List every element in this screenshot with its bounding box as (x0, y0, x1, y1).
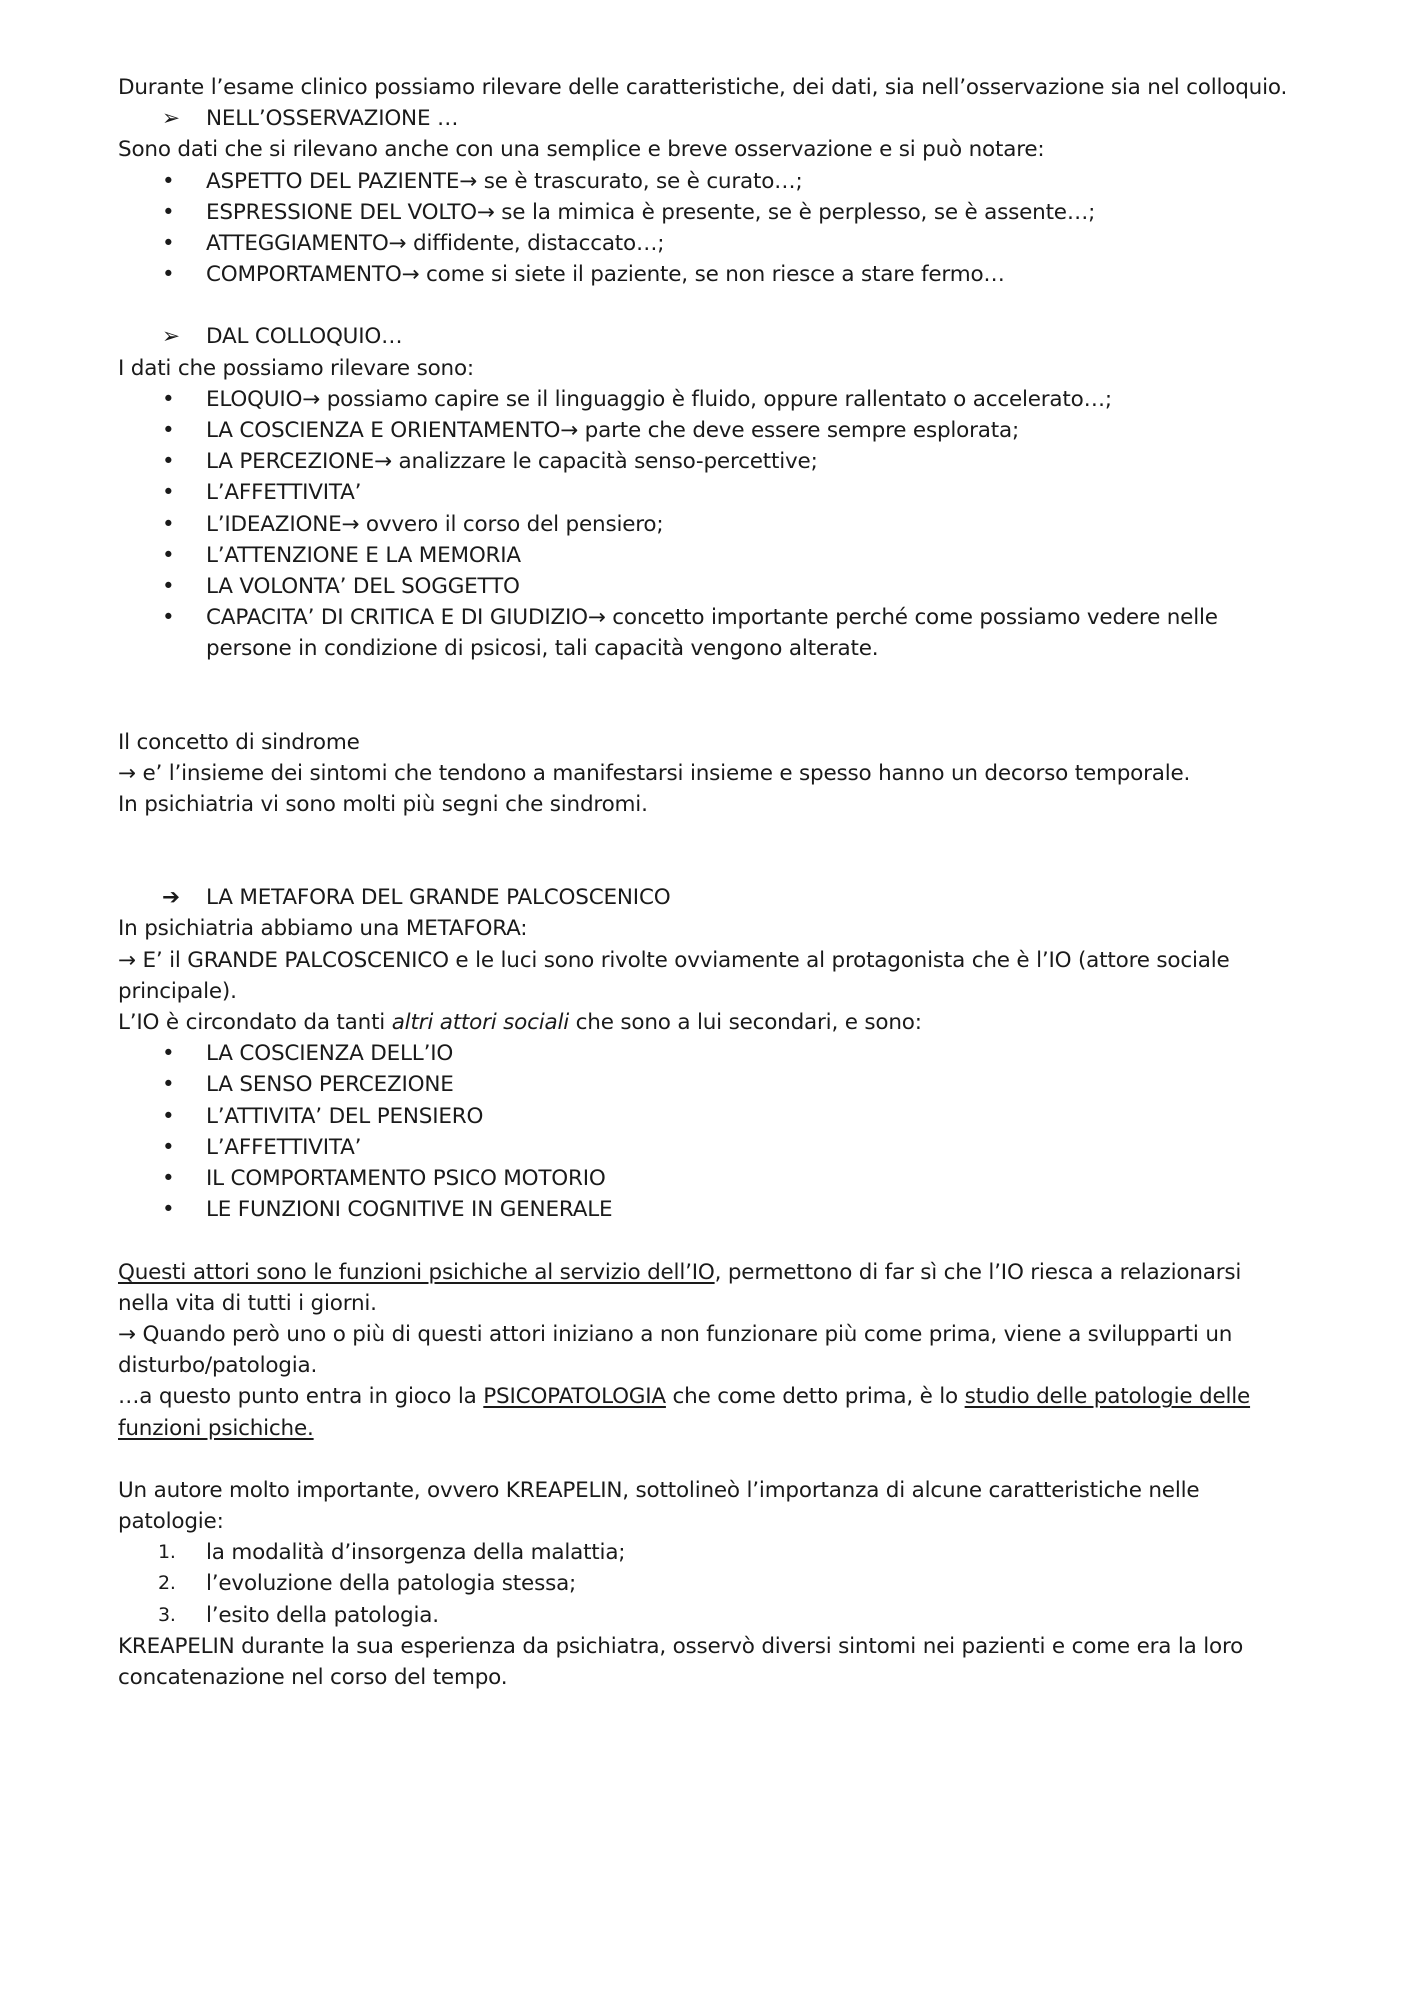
list-item-text: LA COSCIENZA E ORIENTAMENTO→ parte che deve essere sempre esplorata; (206, 418, 1019, 444)
spacer (118, 820, 1298, 882)
list-item (118, 1038, 1298, 1069)
list-item-text: LA COSCIENZA DELL’IO (206, 1041, 454, 1067)
spacer (118, 1444, 1298, 1475)
bullet-icon: • (162, 199, 175, 225)
list-item (118, 1194, 1298, 1225)
osservazione-heading-text: NELL’OSSERVAZIONE … (206, 106, 459, 132)
list-item (118, 197, 1298, 228)
list-item-text: L’AFFETTIVITA’ (206, 1134, 362, 1160)
list-item-text: L’IDEAZIONE→ ovvero il corso del pensiero; (206, 511, 664, 537)
metafora-heading (118, 882, 1298, 913)
list-item (118, 384, 1298, 415)
spacer (118, 665, 1298, 727)
spacer (118, 290, 1298, 321)
list-item-text: L’AFFETTIVITA’ (206, 480, 362, 506)
colloquio-heading-text: DAL COLLOQUIO… (206, 324, 403, 350)
list-number: 2. (158, 1572, 176, 1595)
colloquio-list (118, 384, 1298, 665)
list-item (118, 446, 1298, 477)
list-number: 3. (158, 1603, 176, 1626)
kraepelin-list (118, 1537, 1298, 1631)
metafora-line: → E’ il GRANDE PALCOSCENICO e le luci sono rivolte ovviamente al protagonista che è l’IO (attore sociale principale). (118, 947, 1230, 1004)
bullet-icon: • (162, 542, 175, 568)
arrowhead-bullet-icon: ➢ (162, 324, 180, 350)
bullet-icon: • (162, 1041, 175, 1067)
list-number: 1. (158, 1541, 176, 1564)
list-item-text: la modalità d’insorgenza della malattia; (206, 1540, 626, 1566)
colloquio-lead: I dati che possiamo rilevare sono: (118, 355, 474, 381)
bullet-icon: • (162, 1166, 175, 1192)
underlined-text: Questi attori sono le funzioni psichiche al servizio dell’IO (118, 1259, 715, 1285)
list-item (118, 540, 1298, 571)
list-item-text: LE FUNZIONI COGNITIVE IN GENERALE (206, 1197, 613, 1223)
list-item-text: L’ATTENZIONE E LA MEMORIA (206, 542, 521, 568)
list-item-text: LA SENSO PERCEZIONE (206, 1072, 454, 1098)
osservazione-list (118, 166, 1298, 291)
list-item (118, 509, 1298, 540)
list-item (118, 166, 1298, 197)
bullet-icon: • (162, 1072, 175, 1098)
attori-line: …a questo punto entra in gioco la PSICOPATOLOGIA che come detto prima, è lo studio delle patologie delle funzioni psichiche. (118, 1384, 1251, 1441)
list-item-text: IL COMPORTAMENTO PSICO MOTORIO (206, 1166, 606, 1192)
bullet-icon: • (162, 386, 175, 412)
colloquio-heading (118, 321, 1298, 352)
list-item-text: ELOQUIO→ possiamo capire se il linguaggio è fluido, oppure rallentato o accelerato…; (206, 386, 1112, 412)
underlined-text: PSICOPATOLOGIA (483, 1384, 666, 1410)
bullet-icon: • (162, 1134, 175, 1160)
list-item-text: L’ATTIVITA’ DEL PENSIERO (206, 1103, 484, 1129)
kraepelin-lead: Un autore molto importante, ovvero KREAPELIN, sottolineò l’importanza di alcune caratteristiche nelle patologie: (118, 1477, 1200, 1534)
sindrome-definition: → e’ l’insieme dei sintomi che tendono a manifestarsi insieme e spesso hanno un decorso temporale. (118, 760, 1191, 786)
metafora-line: L’IO è circondato da tanti altri attori sociali che sono a lui secondari, e sono: (118, 1010, 922, 1036)
list-item-text: LA VOLONTA’ DEL SOGGETTO (206, 574, 520, 600)
bullet-icon: • (162, 168, 175, 194)
list-item-text: ATTEGGIAMENTO→ diffidente, distaccato…; (206, 231, 665, 257)
bullet-icon: • (162, 511, 175, 537)
list-item (118, 1132, 1298, 1163)
bullet-icon: • (162, 418, 175, 444)
sindrome-title: Il concetto di sindrome (118, 729, 360, 755)
intro-paragraph: Durante l’esame clinico possiamo rilevare delle caratteristiche, dei dati, sia nell’osservazione sia nel colloquio. (118, 75, 1288, 100)
list-item-text: ASPETTO DEL PAZIENTE→ se è trascurato, se è curato…; (206, 168, 803, 194)
list-item (118, 477, 1298, 508)
list-item (118, 228, 1298, 259)
attori-line: → Quando però uno o più di questi attori iniziano a non funzionare più come prima, viene a svilupparti un disturbo/patologia. (118, 1321, 1233, 1379)
list-item-text: l’esito della patologia. (206, 1602, 439, 1628)
list-item (118, 259, 1298, 290)
bullet-icon: • (162, 605, 175, 631)
bullet-icon: • (162, 449, 175, 475)
emphasis-text: altri attori sociali (391, 1010, 570, 1036)
bullet-icon: • (162, 480, 175, 506)
attori-paragraph: Questi attori sono le funzioni psichiche al servizio dell’IO, permettono di far sì che l’IO riesca a relazionarsi nella vita di tutti i giorni. (118, 1259, 1242, 1316)
arrowhead-bullet-icon: ➢ (162, 106, 180, 132)
list-item-text: l’evoluzione della patologia stessa; (206, 1571, 577, 1597)
document-page (118, 72, 1298, 1693)
list-item (118, 1163, 1298, 1194)
list-item (118, 1600, 1298, 1631)
bullet-icon: • (162, 574, 175, 600)
bullet-icon: • (162, 1103, 175, 1129)
list-item (118, 415, 1298, 446)
spacer (118, 1226, 1298, 1257)
list-item-text: CAPACITA’ DI CRITICA E DI GIUDIZIO→ concetto importante perché come possiamo vedere nelle persone in condizione di psicosi, tali capacità vengono alterate. (206, 605, 1218, 662)
list-item (118, 1537, 1298, 1568)
list-item-text: ESPRESSIONE DEL VOLTO→ se la mimica è presente, se è perplesso, se è assente…; (206, 199, 1096, 225)
bullet-icon: • (162, 262, 175, 288)
bullet-icon: • (162, 1197, 175, 1223)
metafora-list (118, 1038, 1298, 1225)
sindrome-note: In psichiatria vi sono molti più segni che sindromi. (118, 792, 648, 818)
underlined-text: studio delle patologie delle funzioni psichiche. (118, 1384, 1251, 1441)
list-item (118, 571, 1298, 602)
osservazione-lead: Sono dati che si rilevano anche con una semplice e breve osservazione e si può notare: (118, 137, 1045, 163)
kraepelin-closing: KREAPELIN durante la sua esperienza da psichiatra, osservò diversi sintomi nei pazienti e come era la loro concatenazione nel corso del tempo. (118, 1633, 1244, 1690)
list-item-text: COMPORTAMENTO→ come si siete il paziente, se non riesce a stare fermo… (206, 262, 1005, 288)
metafora-heading-text: LA METAFORA DEL GRANDE PALCOSCENICO (206, 885, 671, 911)
osservazione-heading (118, 103, 1298, 134)
arrow-bullet-icon: ➔ (162, 885, 180, 911)
metafora-line: In psichiatria abbiamo una METAFORA: (118, 916, 528, 942)
list-item (118, 1568, 1298, 1599)
bullet-icon: • (162, 231, 175, 257)
list-item (118, 602, 1298, 664)
list-item (118, 1069, 1298, 1100)
list-item-text: LA PERCEZIONE→ analizzare le capacità senso-percettive; (206, 449, 818, 475)
list-item (118, 1101, 1298, 1132)
